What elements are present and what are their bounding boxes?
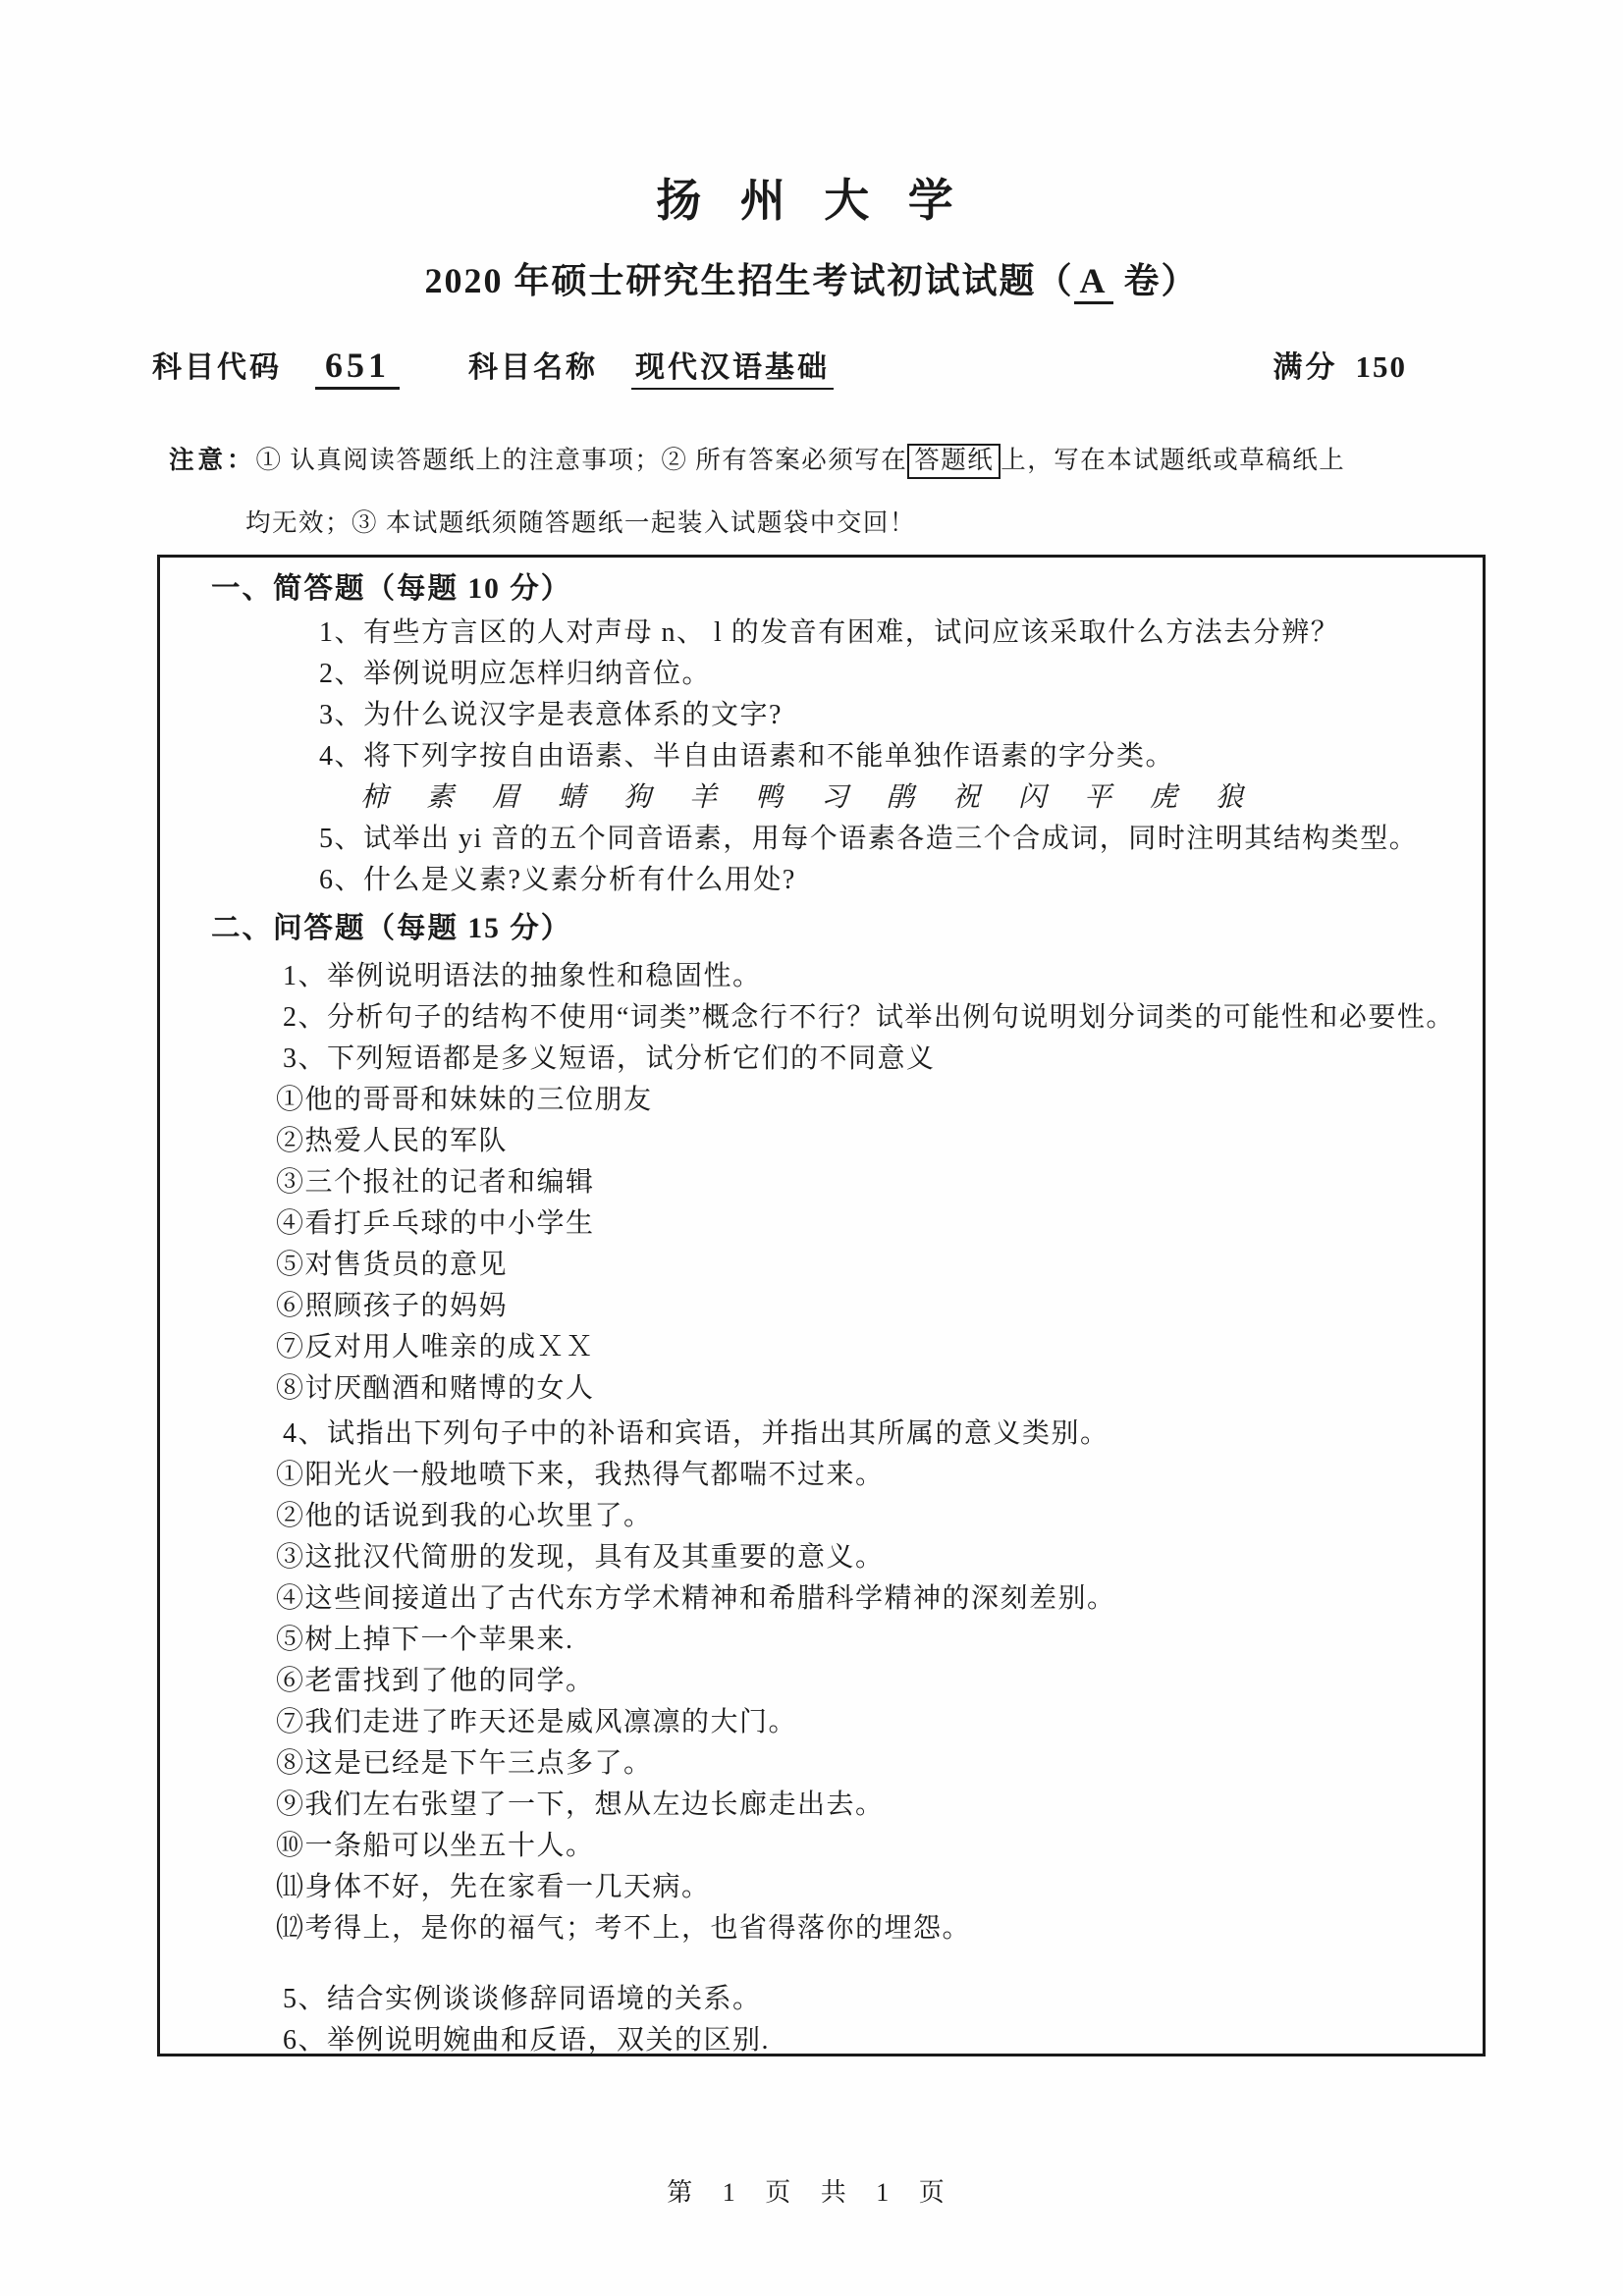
subject-name-label: 科目名称 — [468, 351, 598, 384]
subject-meta-row — [152, 343, 1407, 390]
question-line: ④看打乒乓球的中小学生 — [276, 1208, 595, 1239]
section-essay — [160, 909, 1483, 2056]
question-line: 1、有些方言区的人对声母 n、 l 的发音有困难，试问应该采取什么方法去分辨？ — [319, 617, 1340, 648]
subject-code-value: 651 — [315, 345, 400, 390]
full-score-label: 满分 — [1272, 351, 1338, 384]
question-line: 1、举例说明语法的抽象性和稳固性。 — [283, 961, 762, 991]
exam-subtitle — [0, 253, 1623, 303]
answer-sheet-boxed-term: 答题纸 — [907, 444, 1001, 479]
question-line: ⑿考得上，是你的福气；考不上，也省得落你的埋怨。 — [276, 1913, 972, 1944]
section-heading: 二、问答题（每题 15 分） — [211, 913, 572, 944]
question-line: 柿 素 眉 蜻 狗 羊 鸭 习 鹃 祝 闪 平 虎 狼 — [360, 782, 1247, 813]
question-line: ④这些间接道出了古代东方学术精神和希腊科学精神的深刻差别。 — [276, 1583, 1116, 1614]
question-line: ②热爱人民的军队 — [276, 1126, 509, 1156]
subject-code-label: 科目代码 — [152, 351, 282, 384]
question-line: 2、分析句子的结构不使用“词类”概念行不行？试举出例句说明划分词类的可能性和必要性。 — [283, 1002, 1455, 1033]
section-short-answer — [160, 569, 1483, 901]
question-line: 4、试指出下列句子中的补语和宾语，并指出其所属的意义类别。 — [283, 1418, 1109, 1449]
subtitle-post: 卷） — [1112, 261, 1199, 300]
question-line: ⑥照顾孩子的妈妈 — [276, 1291, 509, 1321]
question-line: ⑤树上掉下一个苹果来. — [276, 1625, 574, 1655]
subject-name-value: 现代汉语基础 — [631, 343, 834, 390]
question-line: ①阳光火一般地喷下来，我热得气都喘不过来。 — [276, 1460, 885, 1490]
page-footer: 第 1 页 共 1 页 — [667, 2178, 956, 2207]
question-line: ③三个报社的记者和编辑 — [276, 1167, 595, 1198]
notice-part2: 上，写在本试题纸或草稿纸上 — [1001, 446, 1346, 474]
subtitle-volume: A — [1074, 261, 1113, 304]
question-line: 3、为什么说汉字是表意体系的文字? — [319, 700, 783, 730]
question-line: ⑦反对用人唯亲的成ＸＸ — [276, 1332, 595, 1362]
question-line: ③这批汉代简册的发现，具有及其重要的意义。 — [276, 1542, 885, 1573]
question-line: 5、试举出 yi 音的五个同音语素，用每个语素各造三个合成词，同时注明其结构类型。 — [319, 824, 1419, 854]
full-score-value: 150 — [1355, 349, 1407, 384]
notice-label: 注意： — [169, 446, 256, 474]
question-line: ⑥老雷找到了他的同学。 — [276, 1666, 595, 1696]
question-line: 6、举例说明婉曲和反语，双关的区别. — [283, 2025, 771, 2056]
question-line: ⑤对售货员的意见 — [276, 1250, 509, 1280]
question-line: ⑧这是已经是下午三点多了。 — [276, 1748, 653, 1779]
subtitle-pre: 2020 年硕士研究生招生考试初试试题（ — [424, 261, 1074, 300]
question-line: 3、下列短语都是多义短语，试分析它们的不同意义 — [283, 1043, 936, 1074]
notice-part1: ① 认真阅读答题纸上的注意事项；② 所有答案必须写在 — [255, 446, 908, 474]
question-line: ①他的哥哥和妹妹的三位朋友 — [276, 1085, 653, 1115]
question-box — [157, 555, 1486, 2056]
question-line: ②他的话说到我的心坎里了。 — [276, 1501, 653, 1531]
section-lines — [160, 956, 1483, 2056]
question-line: ⑾身体不好，先在家看一几天病。 — [276, 1872, 711, 1902]
question-line: ⑧讨厌酗酒和赌博的女人 — [276, 1373, 595, 1404]
section-lines — [160, 613, 1483, 901]
page-title: 扬 州 大 学 — [656, 176, 967, 226]
section-heading: 一、简答题（每题 10 分） — [211, 573, 572, 605]
question-line: ⑦我们走进了昨天还是威风凛凛的大门。 — [276, 1707, 798, 1737]
notice-line1 — [169, 429, 1486, 492]
question-line: 5、结合实例谈谈修辞同语境的关系。 — [283, 1984, 762, 2014]
exam-notice — [169, 429, 1486, 555]
question-line: ⑩一条船可以坐五十人。 — [276, 1831, 595, 1861]
question-line: ⑨我们左右张望了一下，想从左边长廊走出去。 — [276, 1789, 885, 1820]
question-line: 4、将下列字按自由语素、半自由语素和不能单独作语素的字分类。 — [319, 741, 1175, 772]
question-line: 6、什么是义素?义素分析有什么用处? — [319, 865, 796, 895]
notice-line2: 均无效；③ 本试题纸须随答题纸一起装入试题袋中交回！ — [245, 508, 916, 537]
question-line: 2、举例说明应怎样归纳音位。 — [319, 659, 712, 689]
